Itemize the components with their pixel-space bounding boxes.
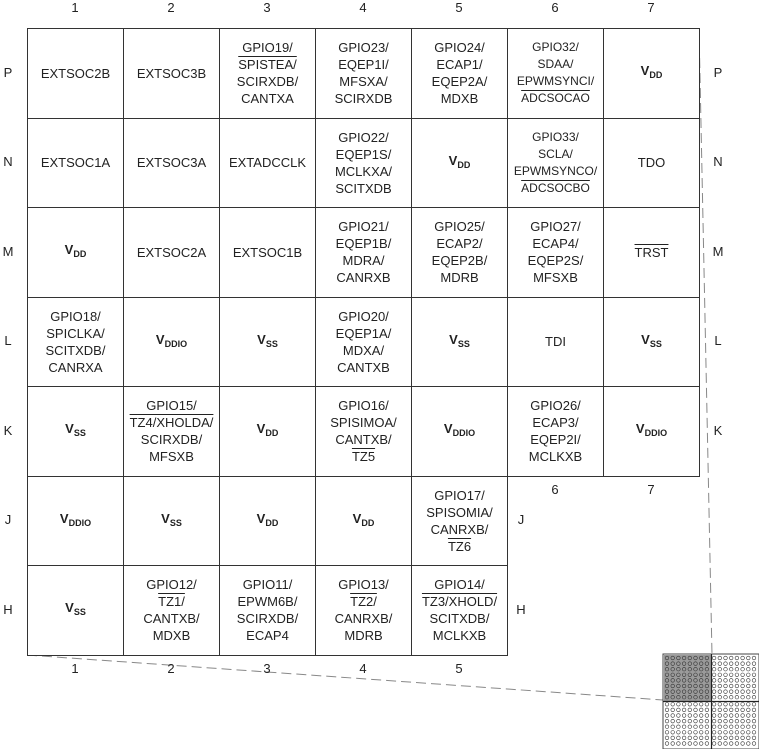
pin-N5 [411, 118, 508, 209]
pin-signal-name: GPIO11/ [242, 577, 293, 593]
row-label-inner-H: H [516, 601, 526, 617]
pin-P4 [315, 28, 412, 119]
pin-signal-name: CANTXB/ [143, 611, 200, 627]
pin-signal-name: SCITXDB [335, 180, 392, 196]
power-pin-label: $V_{DDIO}$ [155, 331, 188, 349]
pin-signal-name: CANRXB [336, 270, 391, 286]
pin-signal-name: MDXA/ [342, 342, 385, 358]
pin-signal-name: EXTSOC3B [136, 65, 207, 81]
pin-signal-name: GPIO27/ [530, 219, 581, 235]
pin-signal-name: ECAP2/ [436, 236, 483, 252]
pin-L1 [27, 297, 124, 388]
pin-signal-name: MDXB [152, 628, 191, 644]
pin-P7 [603, 28, 700, 119]
power-pin-label: $V_{DDIO}$ [59, 510, 92, 528]
pin-signal-name: TDI [545, 334, 566, 350]
pin-signal-name: MFSXA/ [339, 74, 388, 90]
pin-K6 [507, 386, 604, 477]
power-pin-label: $V_{DDIO}$ [635, 421, 668, 439]
pin-H2 [123, 565, 220, 656]
pin-N2 [123, 118, 220, 209]
pin-signal-name: SCIRXDB [334, 91, 393, 107]
pin-signal-name: ADCSOCBO [521, 180, 590, 195]
pin-signal-name: TDO [637, 155, 666, 171]
pin-signal-name: GPIO25/ [434, 219, 485, 235]
pin-L3 [219, 297, 316, 388]
pin-M3 [219, 207, 316, 298]
power-pin-label: $V_{SS}$ [449, 331, 470, 349]
pin-H3 [219, 565, 316, 656]
pin-N4 [315, 118, 412, 209]
column-label-top-3: 3 [263, 0, 271, 15]
row-label-right-N: N [713, 154, 723, 170]
pin-signal-name: EXTSOC2A [136, 244, 207, 260]
row-label-inner-J: J [517, 512, 525, 528]
pin-signal-name: GPIO12/ [146, 577, 197, 593]
pin-L2 [123, 297, 220, 388]
pin-signal-name: TZ1/ [158, 594, 185, 610]
pin-J1 [27, 476, 124, 567]
column-label-top-7: 7 [647, 0, 655, 15]
pin-signal-name: MDRB [440, 270, 479, 286]
power-pin-label: $V_{DD}$ [256, 421, 279, 439]
column-label-top-2: 2 [167, 0, 175, 15]
pin-signal-name: TZ4/XHOLDA/ [129, 415, 214, 431]
power-pin-label: $V_{DD}$ [448, 152, 471, 170]
pin-signal-name: SPISOMIA/ [426, 504, 493, 520]
pin-signal-name: GPIO23/ [338, 40, 389, 56]
pin-signal-name: GPIO33/ [532, 129, 579, 144]
pin-signal-name: MFSXB [533, 270, 578, 286]
pin-M6 [507, 207, 604, 298]
pin-signal-name: MFSXB [149, 449, 194, 465]
pin-signal-name: SPISIMOA/ [330, 415, 397, 431]
pin-signal-name: GPIO18/ [50, 308, 101, 324]
pin-signal-name: GPIO24/ [434, 40, 485, 56]
pin-P1 [27, 28, 124, 119]
pin-signal-name: EXTSOC3A [136, 155, 207, 171]
row-label-right-M: M [712, 243, 724, 259]
pin-signal-name: GPIO22/ [338, 129, 389, 145]
pin-signal-name: GPIO15/ [146, 398, 197, 414]
pin-signal-name: ECAP1/ [436, 57, 483, 73]
row-label-right-P: P [713, 64, 723, 80]
pin-signal-name: EQEP1I/ [338, 57, 389, 73]
pin-J5 [411, 476, 508, 567]
column-label-mid-6: 6 [551, 481, 559, 497]
row-label-left-H: H [3, 601, 13, 617]
power-pin-label: $V_{DD}$ [64, 242, 87, 260]
column-label-top-5: 5 [455, 0, 463, 15]
pin-M2 [123, 207, 220, 298]
power-pin-label: $V_{SS}$ [161, 510, 182, 528]
pin-signal-name: GPIO21/ [338, 219, 389, 235]
column-label-bottom-1: 1 [71, 660, 79, 676]
power-pin-label: $V_{DD}$ [352, 510, 375, 528]
pin-M1 [27, 207, 124, 298]
pin-K7 [603, 386, 700, 477]
pin-signal-name: MDRB [344, 628, 383, 644]
pin-signal-name: MDRA/ [342, 253, 385, 269]
pin-signal-name: TZ6 [447, 538, 472, 554]
pin-signal-name: GPIO16/ [338, 398, 389, 414]
power-pin-label: $V_{SS}$ [65, 421, 86, 439]
pin-signal-name: ECAP4 [246, 628, 289, 644]
pin-signal-name: CANTXB [337, 359, 390, 375]
pin-L7 [603, 297, 700, 388]
pin-J3 [219, 476, 316, 567]
row-label-left-N: N [3, 154, 13, 170]
pin-M4 [315, 207, 412, 298]
row-label-left-L: L [4, 333, 12, 349]
pin-H4 [315, 565, 412, 656]
power-pin-label: $V_{SS}$ [257, 331, 278, 349]
pin-P6 [507, 28, 604, 119]
pin-signal-name: EXTSOC2B [40, 65, 111, 81]
pin-signal-name: EPWMSYNCI/ [516, 74, 595, 89]
pin-N1 [27, 118, 124, 209]
pin-signal-name: GPIO20/ [338, 308, 389, 324]
pin-P2 [123, 28, 220, 119]
pin-signal-name: GPIO14/ [434, 577, 485, 593]
pin-signal-name: CANTXB/ [335, 432, 392, 448]
column-label-bottom-2: 2 [167, 660, 175, 676]
pin-signal-name: SCLA/ [538, 146, 573, 161]
pin-K4 [315, 386, 412, 477]
pin-signal-name: EQEP1S/ [335, 146, 392, 162]
column-label-top-4: 4 [359, 0, 367, 15]
column-label-mid-7: 7 [647, 481, 655, 497]
column-label-top-6: 6 [551, 0, 559, 15]
pin-signal-name: TZ2/ [350, 594, 377, 610]
pin-P5 [411, 28, 508, 119]
pin-signal-name: TZ3/XHOLD/ [421, 594, 498, 610]
pin-signal-name: GPIO26/ [530, 398, 581, 414]
pin-K3 [219, 386, 316, 477]
pin-N7 [603, 118, 700, 209]
pin-N6 [507, 118, 604, 209]
pin-signal-name: SCITXDB/ [429, 611, 490, 627]
pin-signal-name: SCIRXDB/ [140, 432, 203, 448]
pin-H5 [411, 565, 508, 656]
power-pin-label: $V_{DD}$ [640, 63, 663, 81]
pin-signal-name: MDXB [440, 91, 479, 107]
pin-signal-name: SPICLKA/ [46, 325, 105, 341]
row-label-left-K: K [3, 422, 13, 438]
power-pin-label: $V_{DDIO}$ [443, 421, 476, 439]
pin-M7 [603, 207, 700, 298]
pin-signal-name: EXTADCCLK [228, 155, 307, 171]
pin-P3 [219, 28, 316, 119]
power-pin-label: $V_{SS}$ [641, 331, 662, 349]
pin-L4 [315, 297, 412, 388]
column-label-top-1: 1 [71, 0, 79, 15]
pin-signal-name: CANRXA [48, 359, 103, 375]
pin-signal-name: GPIO13/ [338, 577, 389, 593]
pin-signal-name: ECAP4/ [532, 236, 579, 252]
column-label-bottom-4: 4 [359, 660, 367, 676]
column-label-bottom-3: 3 [263, 660, 271, 676]
pin-K2 [123, 386, 220, 477]
pin-signal-name: SCIRXDB/ [236, 74, 299, 90]
pin-signal-name: EPWM6B/ [237, 594, 298, 610]
pin-K1 [27, 386, 124, 477]
pin-signal-name: EQEP2S/ [527, 253, 584, 269]
pin-signal-name: ECAP3/ [532, 415, 579, 431]
pin-signal-name: CANTXA [241, 91, 294, 107]
power-pin-label: $V_{SS}$ [65, 600, 86, 618]
pin-K5 [411, 386, 508, 477]
pin-H1 [27, 565, 124, 656]
pin-signal-name: TZ5 [351, 449, 376, 465]
row-label-right-L: L [714, 333, 722, 349]
pin-signal-name: SPISTEA/ [238, 57, 297, 73]
pin-signal-name: EQEP1B/ [335, 236, 392, 252]
pin-signal-name: SDAA/ [537, 57, 574, 72]
pin-signal-name: EXTSOC1A [40, 155, 111, 171]
pin-signal-name: GPIO17/ [434, 487, 485, 503]
pin-J2 [123, 476, 220, 567]
pin-signal-name: MCLKXB [528, 449, 583, 465]
power-pin-label: $V_{DD}$ [256, 510, 279, 528]
pin-signal-name: MCLKXB [432, 628, 487, 644]
pin-L5 [411, 297, 508, 388]
pin-signal-name: EQEP1A/ [335, 325, 392, 341]
pin-signal-name: EPWMSYNCO/ [513, 163, 598, 178]
pin-signal-name: EQEP2B/ [431, 253, 488, 269]
pin-signal-name: ADCSOCAO [521, 91, 590, 106]
column-label-bottom-5: 5 [455, 660, 463, 676]
pin-signal-name: MCLKXA/ [334, 163, 393, 179]
pin-signal-name: EQEP2I/ [530, 432, 581, 448]
row-label-left-J: J [4, 512, 12, 528]
row-label-left-P: P [3, 64, 13, 80]
pin-signal-name: EXTSOC1B [232, 244, 303, 260]
pin-signal-name: SCITXDB/ [45, 342, 106, 358]
pin-signal-name: CANRXB/ [334, 611, 393, 627]
row-label-right-K: K [713, 422, 723, 438]
pin-signal-name: GPIO19/ [242, 40, 293, 56]
pin-signal-name: SCIRXDB/ [236, 611, 299, 627]
pin-signal-name: TRST [634, 244, 669, 260]
pin-L6 [507, 297, 604, 388]
pin-M5 [411, 207, 508, 298]
row-label-left-M: M [2, 243, 14, 259]
pin-J4 [315, 476, 412, 567]
pin-signal-name: CANRXB/ [430, 521, 489, 537]
pin-N3 [219, 118, 316, 209]
pin-signal-name: EQEP2A/ [431, 74, 488, 90]
pin-signal-name: GPIO32/ [532, 40, 579, 55]
package-thumbnail [663, 654, 759, 749]
